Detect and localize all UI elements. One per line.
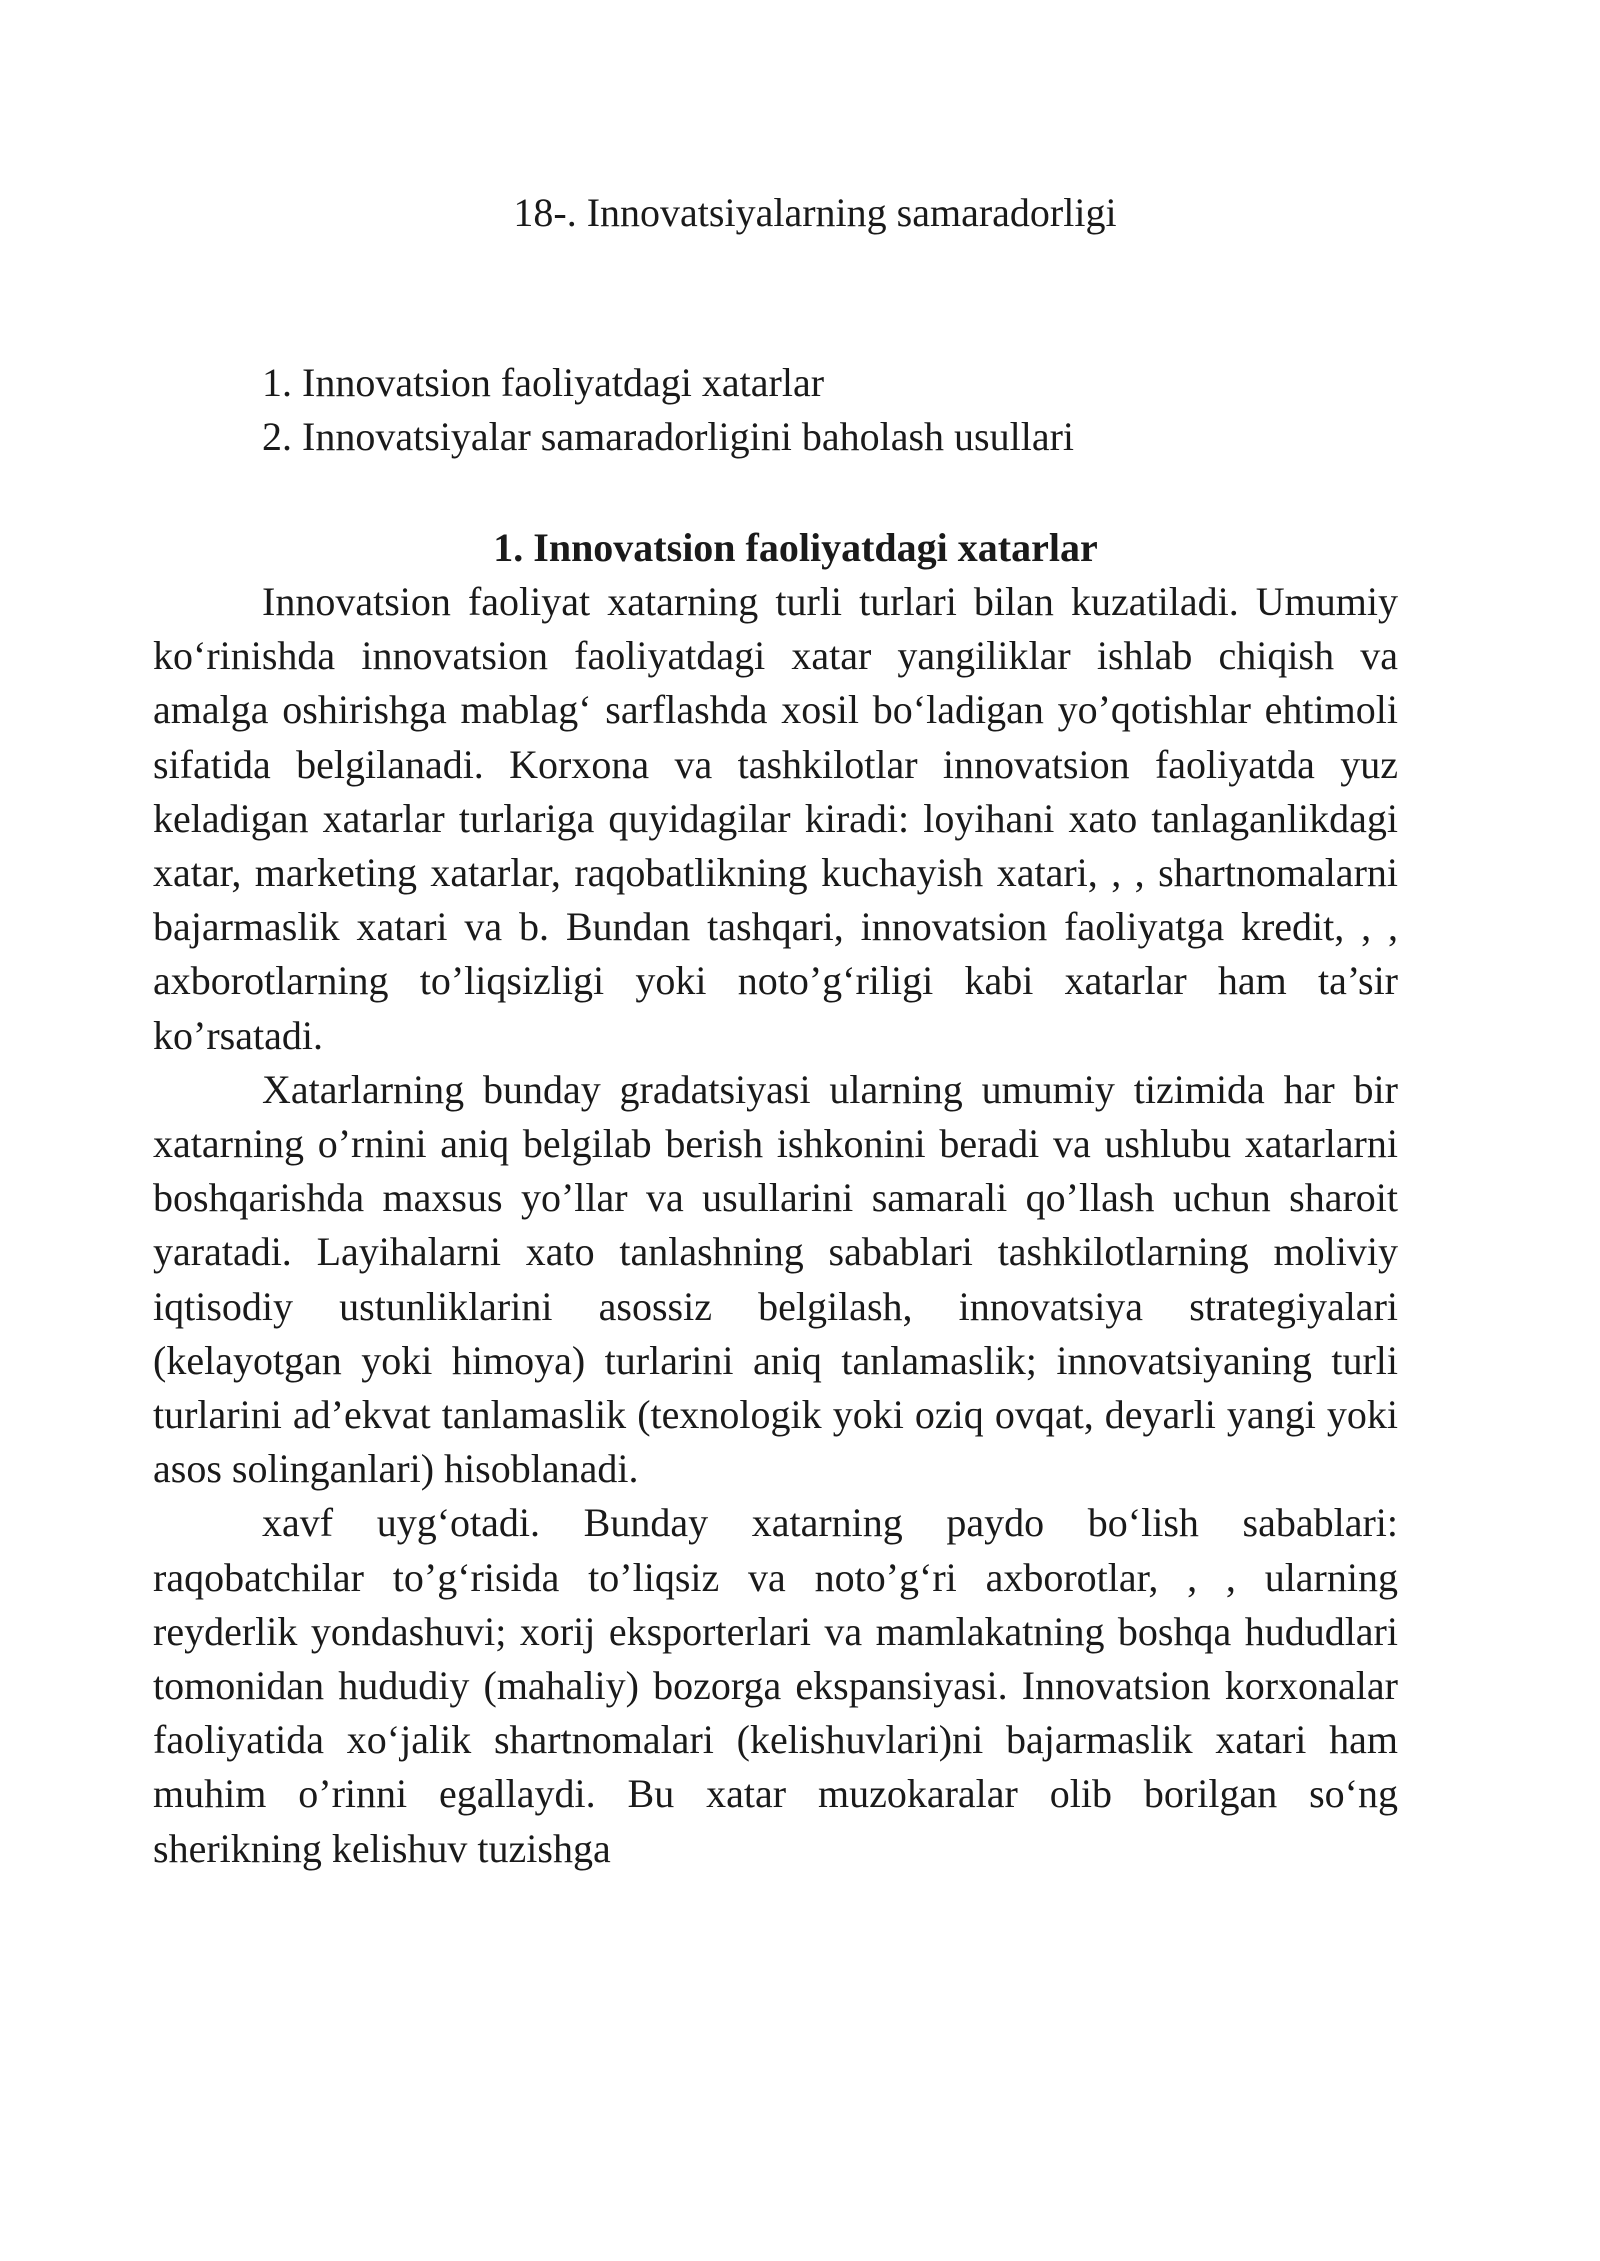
section-heading: 1. Innovatsion faoliyatdagi xatarlar: [493, 525, 1098, 570]
section-body: [153, 521, 1398, 1876]
document-title: 18-. Innovatsiyalarning samaradorligi: [513, 190, 1117, 235]
outline-item: 2. Innovatsiyalar samaradorligini baholash usullari: [262, 414, 1075, 459]
paragraph: Xatarlarning bunday gradatsiyasi ularning umumiy tizimida har bir xatarning o’rnini aniq belgilab berish ishkonini beradi va ushlubu xatarlarni boshqarishda maxsus yo’llar va usullarini samarali qo’llash uchun sharoit yaratadi. Layihalarni xato tanlashning sabablari tashkilotlarning moliviy iqtisodiy ustunliklarini asossiz belgilash, innovatsiya strategiyalari (kelayotgan yoki himoya) turlarini aniq tanlamaslik; innovatsiyaning turli turlarini ad’ekvat tanlamaslik (texnologik yoki oziq ovqat, deyarli yangi yoki asos solinganlari) hisoblanadi.: [153, 1066, 1398, 1492]
paragraph: xavf uyg‘otadi. Bunday xatarning paydo bo‘lish sabablari: raqobatchilar to’g‘risida to’liqsiz va noto’g‘ri axborotlar, , , ularning reyderlik yondashuvi; xorij eksporterlari va mamlakatning boshqa hududlari tomonidan hududiy (mahaliy) bozorga ekspansiyasi. Innovatsion korxonalar faoliyatida xo‘jalik shartnomalari (kelishuvlari)ni bajarmaslik xatari ham muhim o’rinni egallaydi. Bu xatar muzokaralar olib borilgan so‘ng sherikning kelishuv tuzishga: [153, 1500, 1398, 1871]
paragraph: Innovatsion faoliyat xatarning turli turlari bilan kuzatiladi. Umumiy ko‘rinishda innovatsion faoliyatdagi xatar yangiliklar ishlab chiqish va amalga oshirishga mablag‘ sarflashda xosil bo‘ladigan yo’qotishlar ehtimoli sifatida belgilanadi. Korxona va tashkilotlar innovatsion faoliyatda yuz keladigan xatarlar turlariga quyidagilar kiradi: loyihani xato tanlaganlikdagi xatar, marketing xatarlar, raqobatlikning kuchayish xatari, , , shartnomalarni bajarmaslik xatari va b. Bundan tashqari, innovatsion faoliyatga kredit, , , axborotlarning to’liqsizligi yoki noto’g‘riligi kabi xatarlar ham ta’sir ko’rsatadi.: [153, 579, 1398, 1058]
outline-item: 1. Innovatsion faoliyatdagi xatarlar: [262, 360, 825, 405]
topic-outline: [262, 356, 1074, 464]
